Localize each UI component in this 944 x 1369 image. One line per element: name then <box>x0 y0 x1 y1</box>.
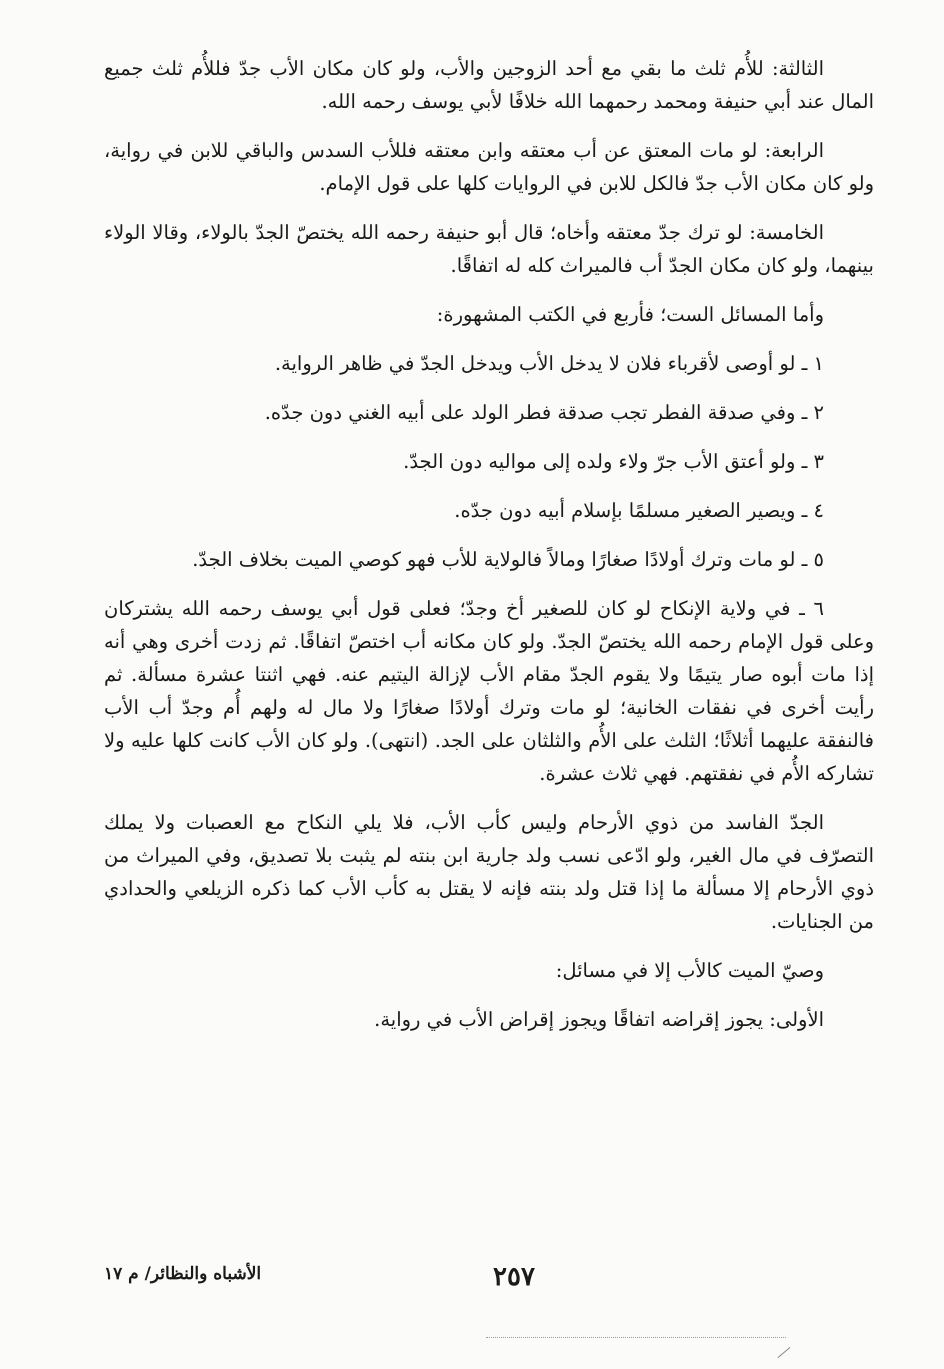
list-item-4: ٤ ـ ويصير الصغير مسلمًا بإسلام أبيه دون جدّه. <box>454 499 824 522</box>
paragraph-six-issues-intro: وأما المسائل الست؛ فأربع في الكتب المشهورة: <box>436 303 824 326</box>
paragraph-false-grandfather: الجدّ الفاسد من ذوي الأرحام وليس كأب الأب، فلا يلي النكاح مع العصبات ولا يملك التصرّف في مال الغير، ولو ادّعى نسب ولد جارية ابن بنته لم يثبت بلا تصديق، وفي الميراث من ذوي الأرحام إلا مسألة ما إذا قتل ولد بنته فإنه لا يقتل به كأب الأب كما ذكره الزيلعي والحدادي من الجنايات. <box>104 811 874 933</box>
paragraph-first-exception: الأولى: يجوز إقراضه اتفاقًا ويجوز إقراض الأب في رواية. <box>374 1008 824 1031</box>
scan-mark <box>778 1347 791 1358</box>
page-footer <box>104 1262 874 1302</box>
list-item-1: ١ ـ لو أوصى لأقرباء فلان لا يدخل الأب ويدخل الجدّ في ظاهر الرواية. <box>274 352 824 375</box>
list-item-3: ٣ ـ ولو أعتق الأب جرّ ولاء ولده إلى مواليه دون الجدّ. <box>403 450 824 473</box>
page-number: ٢٥٧ <box>493 1262 535 1292</box>
page-body <box>104 52 874 1052</box>
paragraph-third: الثالثة: للأُم ثلث ما بقي مع أحد الزوجين والأب، ولو كان مكان الأب جدّ فللأُم ثلث جميع المال عند أبي حنيفة ومحمد رحمهما الله خلافًا لأبي يوسف رحمه الله. <box>104 57 874 113</box>
paragraph-fifth: الخامسة: لو ترك جدّ معتقه وأخاه؛ قال أبو حنيفة رحمه الله يختصّ الجدّ بالولاء، وقالا الولاء بينهما، ولو كان مكان الجدّ أب فالميراث كله له اتفاقًا. <box>104 221 874 277</box>
list-item-6: ٦ ـ في ولاية الإنكاح لو كان للصغير أخ وجدّ؛ فعلى قول أبي يوسف رحمه الله يشتركان وعلى قول الإمام رحمه الله يختصّ الجدّ. ولو كان مكانه أب اختصّ اتفاقًا. ثم زدت أخرى وهي أنه إذا مات أبوه صار يتيمًا ولا يقوم الجدّ مقام الأب لإزالة اليتيم عنه. فهي اثنتا عشرة مسألة. ثم رأيت أخرى في نفقات الخانية؛ لو مات وترك أولادًا صغارًا ولا مال له ولهم أُم وجدّ أب الأب فالنفقة عليهما أثلاثًا؛ الثلث على الأُم والثلثان على الجد. (انتهى). ولو كان الأب كانت كلها عليه ولا تشاركه الأُم في نفقتهم. فهي ثلاث عشرة. <box>104 597 874 785</box>
paragraph-executor-intro: وصيّ الميت كالأب إلا في مسائل: <box>555 959 824 982</box>
signature-mark: الأشباه والنظائر/ م ١٧ <box>104 1264 262 1284</box>
list-item-5: ٥ ـ لو مات وترك أولادًا صغارًا ومالاً فالولاية للأب فهو كوصي الميت بخلاف الجدّ. <box>192 548 824 571</box>
list-item-2: ٢ ـ وفي صدقة الفطر تجب صدقة فطر الولد على أبيه الغني دون جدّه. <box>264 401 824 424</box>
bottom-dotted-rule <box>486 1337 786 1338</box>
paragraph-fourth: الرابعة: لو مات المعتق عن أب معتقه وابن معتقه فللأب السدس والباقي للابن في رواية، ولو كان مكان الأب جدّ فالكل للابن في الروايات كلها على قول الإمام. <box>104 139 874 195</box>
